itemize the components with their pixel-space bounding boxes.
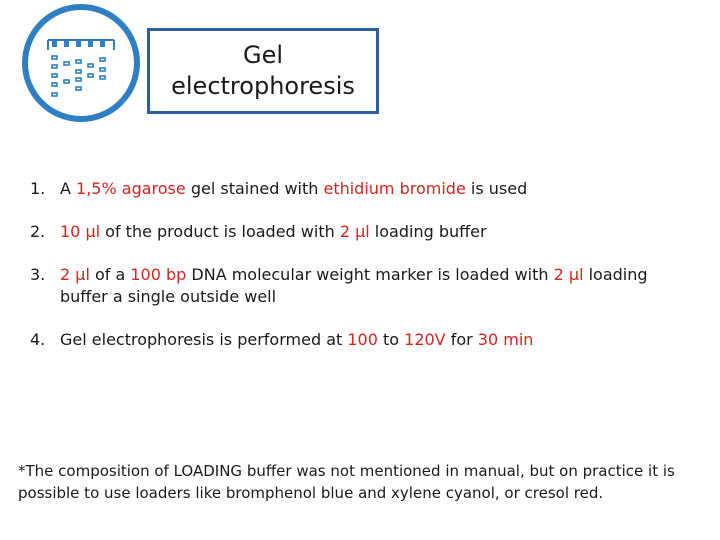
highlighted-text: 2 µl [553,265,584,284]
highlighted-text: 30 min [477,330,534,349]
step-text: A [60,179,77,198]
step-number: 4. [30,330,46,349]
step-text: gel stained with [185,179,324,198]
step-item [30,178,690,200]
footnote: *The composition of LOADING buffer was not mentioned in manual, but on practice it is possible to use loaders like bromphenol blue and xylene cyanol, or cresol red. [18,462,675,502]
highlighted-text: 100 bp [130,265,187,284]
gel-plate-icon [22,4,140,122]
highlighted-text: 10 µl [60,222,101,241]
highlighted-text: 100 [347,330,378,349]
step-text: for [445,330,478,349]
steps-list [30,178,690,372]
step-item [30,329,690,351]
step-number: 2. [30,222,46,241]
step-text: of a [89,265,131,284]
step-text: Gel electrophoresis is performed at [60,330,348,349]
step-text: to [377,330,405,349]
step-text: loading buffer a single outside well [60,265,648,306]
highlighted-text: ethidium bromide [323,179,466,198]
step-number: 1. [30,179,46,198]
highlighted-text: 1,5% agarose [76,179,186,198]
step-text: of the product is loaded with [100,222,340,241]
highlighted-text: 2 µl [339,222,370,241]
title-line-1: Gel [242,41,284,69]
step-item [30,264,690,308]
gel-plate-drawing [28,10,134,116]
title-line-2: electrophoresis [171,72,355,100]
highlighted-text: 120V [404,330,446,349]
step-number: 3. [30,265,46,284]
title-box [147,28,379,114]
step-text: loading buffer [369,222,487,241]
step-text: is used [465,179,528,198]
step-text: DNA molecular weight marker is loaded with [186,265,554,284]
step-item [30,221,690,243]
highlighted-text: 2 µl [60,265,90,284]
